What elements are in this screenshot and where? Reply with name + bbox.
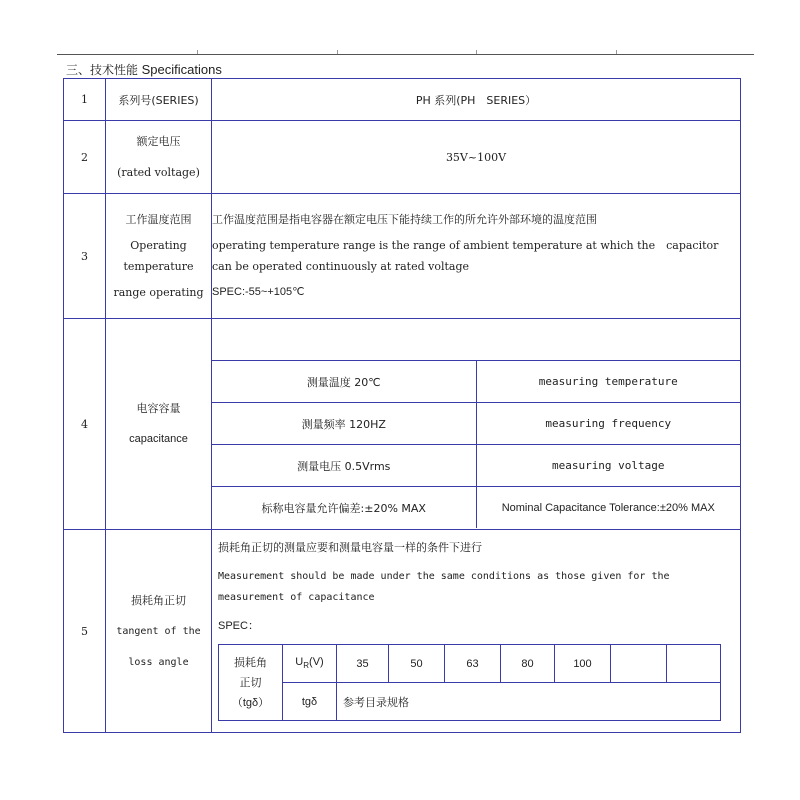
header-tick (476, 50, 477, 54)
header-rule (57, 54, 754, 55)
row-number: 3 (64, 194, 106, 319)
voltage-cell (611, 645, 667, 683)
ur-unit: (V) (309, 656, 324, 669)
table-row (64, 319, 741, 530)
row-label-cell (106, 319, 212, 530)
row-label-cn: 工作温度范围 (125, 212, 192, 226)
condition-row (212, 445, 740, 487)
condition-row (212, 403, 740, 445)
row-number: 1 (64, 79, 106, 121)
row-label-en: (rated voltage) (117, 166, 200, 179)
row-label-en: range operating (113, 285, 204, 299)
row-label-en: loss angle (128, 656, 189, 668)
section-title-en: Specifications (141, 62, 222, 77)
condition-row (212, 487, 740, 529)
row-label-cell (106, 194, 212, 319)
table-row (64, 194, 741, 319)
conditions-header-row (212, 319, 740, 361)
voltage-cell: 100 (555, 645, 611, 683)
tg-table (218, 644, 721, 721)
table-row (64, 79, 741, 121)
row-label: 系列号(SERIES) (106, 79, 212, 121)
description-cn: 工作温度范围是指电容器在额定电压下能持续工作的所允许外部环境的温度范围 (212, 212, 597, 226)
condition-row (212, 361, 740, 403)
ur-sub: R (303, 661, 310, 671)
condition-cn: 标称电容量允许偏差:±20% MAX (212, 487, 476, 529)
spec-table (63, 78, 741, 733)
header-tick (616, 50, 617, 54)
row-label-cell (106, 121, 212, 194)
conditions-cell (212, 319, 741, 530)
condition-en: Nominal Capacitance Tolerance:±20% MAX (476, 487, 740, 529)
spec-label: SPEC： (218, 620, 259, 632)
voltage-cell: 35 (337, 645, 389, 683)
row-label-cn: 损耗角正切 (131, 593, 186, 607)
voltage-cell: 63 (445, 645, 501, 683)
description-en: Measurement should be made under the same conditions as those given for the measurement of capacitance (218, 571, 670, 603)
row-value: PH 系列(PH SERIES） (212, 79, 741, 121)
row-description-cell (212, 194, 741, 319)
ur-label (283, 645, 337, 683)
voltage-cell (667, 645, 721, 683)
row-number: 4 (64, 319, 106, 530)
row-label-en: tangent of the (116, 625, 201, 637)
condition-cn: 测量频率 120HZ (212, 403, 476, 445)
table-row (64, 530, 741, 733)
tg-label: （tgδ） (231, 696, 270, 709)
ur-main: U (295, 656, 304, 669)
tg-label-cell (219, 645, 283, 721)
tg-value: 参考目录规格 (337, 683, 721, 721)
header-tick (337, 50, 338, 54)
description-en: operating temperature range is the range of ambient temperature at which the capacitor can be operated continuously at rated voltage (212, 238, 719, 273)
condition-cn: 测量温度 20℃ (212, 361, 476, 403)
condition-en: measuring voltage (476, 445, 740, 487)
condition-en: measuring temperature (476, 361, 740, 403)
row-label-en: temperature (123, 259, 194, 273)
conditions-table (212, 319, 740, 528)
empty-cell (212, 319, 740, 361)
section-title (66, 61, 222, 78)
table-row (64, 121, 741, 194)
section-prefix: 三、技术性能 (66, 63, 139, 77)
tg-voltage-row (219, 645, 721, 683)
row-label-cn: 额定电压 (136, 135, 181, 148)
tg-symbol: tgδ (283, 683, 337, 721)
tg-label: 损耗角 (234, 656, 267, 669)
row-label-cell (106, 530, 212, 733)
tg-label: 正切 (239, 676, 262, 689)
row-number: 2 (64, 121, 106, 194)
row-value: 35V~100V (212, 121, 741, 194)
condition-en: measuring frequency (476, 403, 740, 445)
row-label-en: Operating (130, 238, 187, 252)
condition-cn: 测量电压 0.5Vrms (212, 445, 476, 487)
row-label-cn: 电容容量 (136, 402, 181, 415)
row-label-en: capacitance (129, 433, 188, 445)
voltage-cell: 50 (389, 645, 445, 683)
row-description-cell (212, 530, 741, 733)
header-tick (197, 50, 198, 54)
description-cn: 损耗角正切的测量应要和测量电容量一样的条件下进行 (218, 541, 482, 554)
voltage-cell: 80 (501, 645, 555, 683)
spec-value: SPEC:-55~+105℃ (212, 285, 305, 298)
row-number: 5 (64, 530, 106, 733)
tg-value-row (219, 683, 721, 721)
